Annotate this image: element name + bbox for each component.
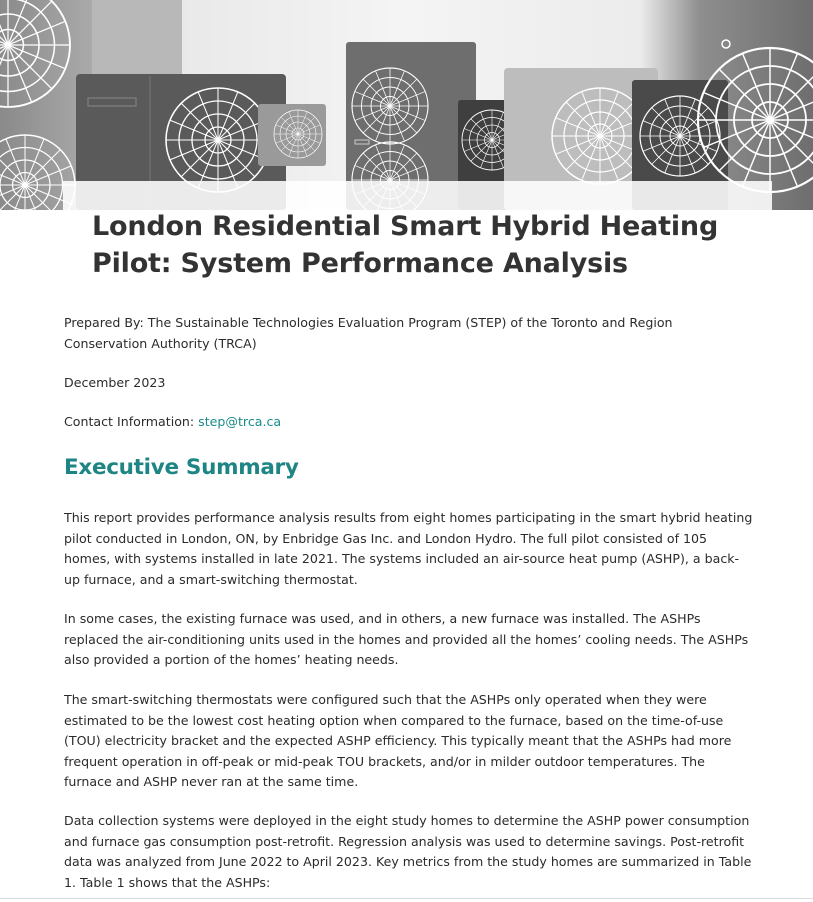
- prepared-by: Prepared By: The Sustainable Technologies Evaluation Program (STEP) of the Toronto and Region Conservation Authority (TRCA): [64, 315, 673, 351]
- paragraph: In some cases, the existing furnace was used, and in others, a new furnace was installed. The ASHPs replaced the air-conditioning units used in the homes and provided all the homes’ cooling needs. The ASHPs also provided a portion of the homes’ heating needs.: [64, 611, 749, 668]
- paragraph: The smart-switching thermostats were configured such that the ASHPs only operated when they were estimated to be the lowest cost heating option when compared to the furnace, based on the time-of-use (TOU) electricity bracket and the expected ASHP efficiency. This typically meant that the ASHPs had more frequent operation in off-peak or mid-peak TOU brackets, and/or in milder outdoor temperatures. The furnace and ASHP never ran at the same time.: [64, 692, 732, 790]
- report-date: December 2023: [64, 375, 166, 390]
- hero-image: [0, 0, 813, 210]
- contact-email-link[interactable]: step@trca.ca: [198, 414, 282, 429]
- section-heading: Executive Summary: [64, 455, 299, 480]
- contact-label: Contact Information:: [64, 414, 199, 429]
- title-band: [63, 181, 772, 210]
- page-title: London Residential Smart Hybrid Heating Pilot: System Performance Analysis: [92, 211, 719, 279]
- contact-info: [64, 412, 754, 433]
- paragraph: Data collection systems were deployed in the eight study homes to determine the ASHP power consumption and furnace gas consumption post-retrofit. Regression analysis was used to determine savings. Post-retrofit data was analyzed from June 2022 to April 2023. Key metrics from the study homes are summarized in Table 1. Table 1 shows that the ASHPs:: [64, 813, 752, 890]
- heat-pump-illustration: [0, 0, 813, 210]
- divider: [0, 898, 813, 899]
- paragraph: This report provides performance analysis results from eight homes participating in the smart hybrid heating pilot conducted in London, ON, by Enbridge Gas Inc. and London Hydro. The full pilot consisted of 105 homes, with systems installed in late 2021. The systems included an air-source heat pump (ASHP), a back-up furnace, and a smart-switching thermostat.: [64, 510, 753, 587]
